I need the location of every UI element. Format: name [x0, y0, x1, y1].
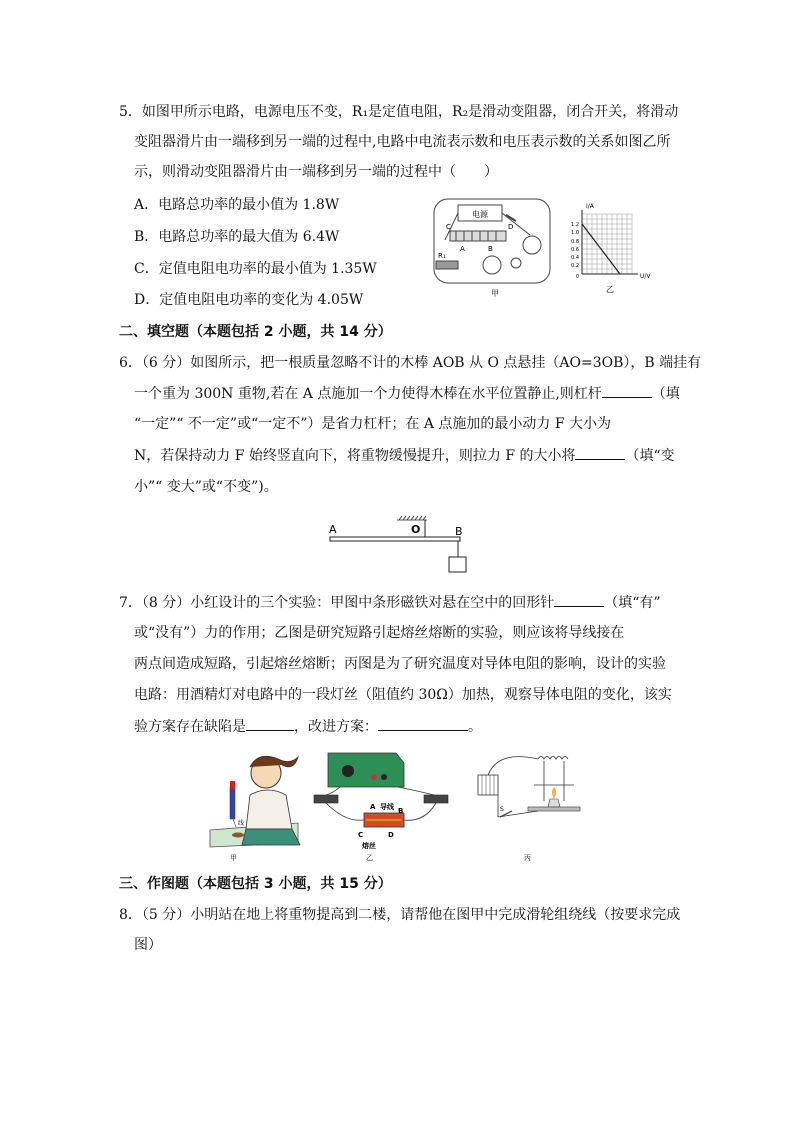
q7-figures — [208, 745, 588, 865]
q8-line-1: 8．（5 分）小明站在地上将重物提高到二楼，请帮他在图甲中完成滑轮组绕线（按要求完成 — [119, 907, 681, 923]
q6-line-4-text: N，若保持动力 F 始终竖直向下，将重物缓慢提升，则拉力 F 的大小将 — [134, 448, 576, 464]
pt-b: B — [398, 807, 404, 815]
q7-line-5-text: 验方案存在缺陷是 — [134, 719, 246, 735]
graph-xlabel: U/V — [640, 273, 651, 280]
q8-line-2: 图） — [134, 937, 162, 953]
q6-line-2 — [134, 383, 680, 404]
q5-line-2: 变阻器滑片由一端移到另一端的过程中,电路中电流表示数和电压表示数的关系如图乙所 — [134, 134, 671, 150]
rheostat — [450, 231, 506, 241]
power-supply-label: 电源 — [472, 210, 488, 219]
q5-circuit-figure — [420, 195, 570, 300]
q7-line-2: 或“没有”）力的作用；乙图是研究短路引起熔丝熔断的实验，则应该将导线接在 — [134, 625, 625, 641]
caption-yi: 乙 — [606, 285, 614, 294]
ytick: 1.0 — [571, 230, 579, 236]
q7-line-4: 电路：用酒精灯对电路中的一段灯丝（阻值约 30Ω）加热，观察导体电阻的变化，该实 — [134, 687, 672, 703]
q6-line-1: 6．（6 分）如图所示，把一根质量忽略不计的木棒 AOB 从 O 点悬挂（AO=3OB），B 端挂有 — [119, 355, 702, 371]
q5-line-3: 示，则滑动变阻器滑片由一端移到另一端的过程中（ ） — [134, 164, 498, 180]
label-b: B — [488, 245, 493, 253]
pt-c: C — [358, 831, 364, 839]
q7-line-3: 两点间造成短路，引起熔丝熔断；丙图是为了研究温度对导体电阻的影响，设计的实验 — [134, 656, 666, 672]
pt-a: A — [370, 803, 376, 811]
q7-line-1-text: 7．（8 分）小红设计的三个实验：甲图中条形磁铁对悬在空中的回形针 — [119, 595, 555, 611]
ammeter — [483, 256, 501, 274]
q5-option-d: D．定值电阻电功率的变化为 4.05W — [134, 292, 364, 308]
label-o: O — [411, 523, 421, 536]
fuse-experiment-illustration — [314, 753, 448, 850]
q7-line-1 — [119, 592, 661, 613]
q5-graph-figure — [568, 200, 658, 295]
q6-blank-3[interactable] — [575, 445, 625, 460]
filament-heating-illustration — [478, 757, 580, 818]
wire-label: 导线 — [380, 803, 394, 811]
q7-line-1-tail: （填“有” — [604, 595, 661, 611]
weight-box — [449, 557, 466, 572]
line-label: 线 — [238, 820, 245, 827]
label-a: A — [329, 523, 337, 536]
ytick: 0.4 — [571, 255, 579, 261]
label-c: C — [446, 223, 451, 231]
ytick: 1.2 — [571, 222, 579, 228]
switch-label: S — [500, 806, 504, 813]
q6-line-5: 小”“ 变大”或“不变”)。 — [134, 479, 278, 495]
q6-line-3: “一定”“ 不一定”或“一定不”）是省力杠杆；在 A 点施加的最小动力 F 大小为 — [134, 416, 612, 432]
caption-jia: 甲 — [230, 854, 237, 862]
q6-line-4 — [134, 445, 675, 466]
ytick: 0.8 — [571, 239, 579, 245]
graph-ylabel: I/A — [586, 203, 594, 210]
label-b: B — [455, 525, 463, 538]
q6-line-4-tail: （填“变 — [625, 448, 675, 464]
ytick: 0.2 — [571, 263, 579, 269]
q6-line-2-text: 一个重为 300N 重物,若在 A 点施加一个力使得木棒在水平位置静止,则杠杆 — [134, 386, 602, 402]
graph-origin: 0 — [575, 274, 579, 280]
lever-bar — [330, 537, 460, 541]
q6-blank-1[interactable] — [602, 383, 652, 398]
girl-magnet-illustration — [210, 756, 300, 847]
caption-bing: 丙 — [524, 854, 531, 862]
q5-option-c: C．定值电阻电功率的最小值为 1.35W — [134, 261, 377, 277]
ceiling-hatch — [397, 516, 427, 520]
ytick: 0.6 — [571, 247, 579, 253]
q7-blank-1[interactable] — [554, 592, 604, 607]
label-r1: R₁ — [438, 252, 446, 260]
q7-line-5 — [134, 716, 482, 737]
q6-line-2-tail: （填 — [651, 386, 680, 402]
caption-jia: 甲 — [491, 289, 499, 298]
label-a: A — [460, 245, 465, 253]
pt-d: D — [388, 831, 394, 839]
q5-option-b: B．电路总功率的最大值为 6.4W — [134, 229, 340, 245]
section-2-title: 二、填空题（本题包括 2 小题，共 14 分） — [119, 324, 392, 340]
q6-lever-figure — [325, 515, 475, 575]
q5-option-a: A．电路总功率的最小值为 1.8W — [134, 197, 340, 213]
resistor-r1 — [436, 261, 458, 269]
q7-blank-4[interactable] — [378, 716, 468, 731]
q7-line-5-mid: ，改进方案： — [294, 719, 378, 735]
caption-yi: 乙 — [366, 854, 373, 862]
fuse-label: 熔丝 — [362, 842, 376, 850]
q5-line-1: 5．如图甲所示电路，电源电压不变，R₁是定值电阻，R₂是滑动变阻器，闭合开关，将滑动 — [119, 104, 679, 120]
section-3-title: 三、作图题（本题包括 3 小题，共 15 分） — [119, 876, 392, 892]
voltmeter — [523, 236, 541, 254]
q7-line-5-end: 。 — [468, 719, 482, 735]
q7-blank-3[interactable] — [246, 716, 294, 731]
label-d: D — [508, 223, 514, 231]
